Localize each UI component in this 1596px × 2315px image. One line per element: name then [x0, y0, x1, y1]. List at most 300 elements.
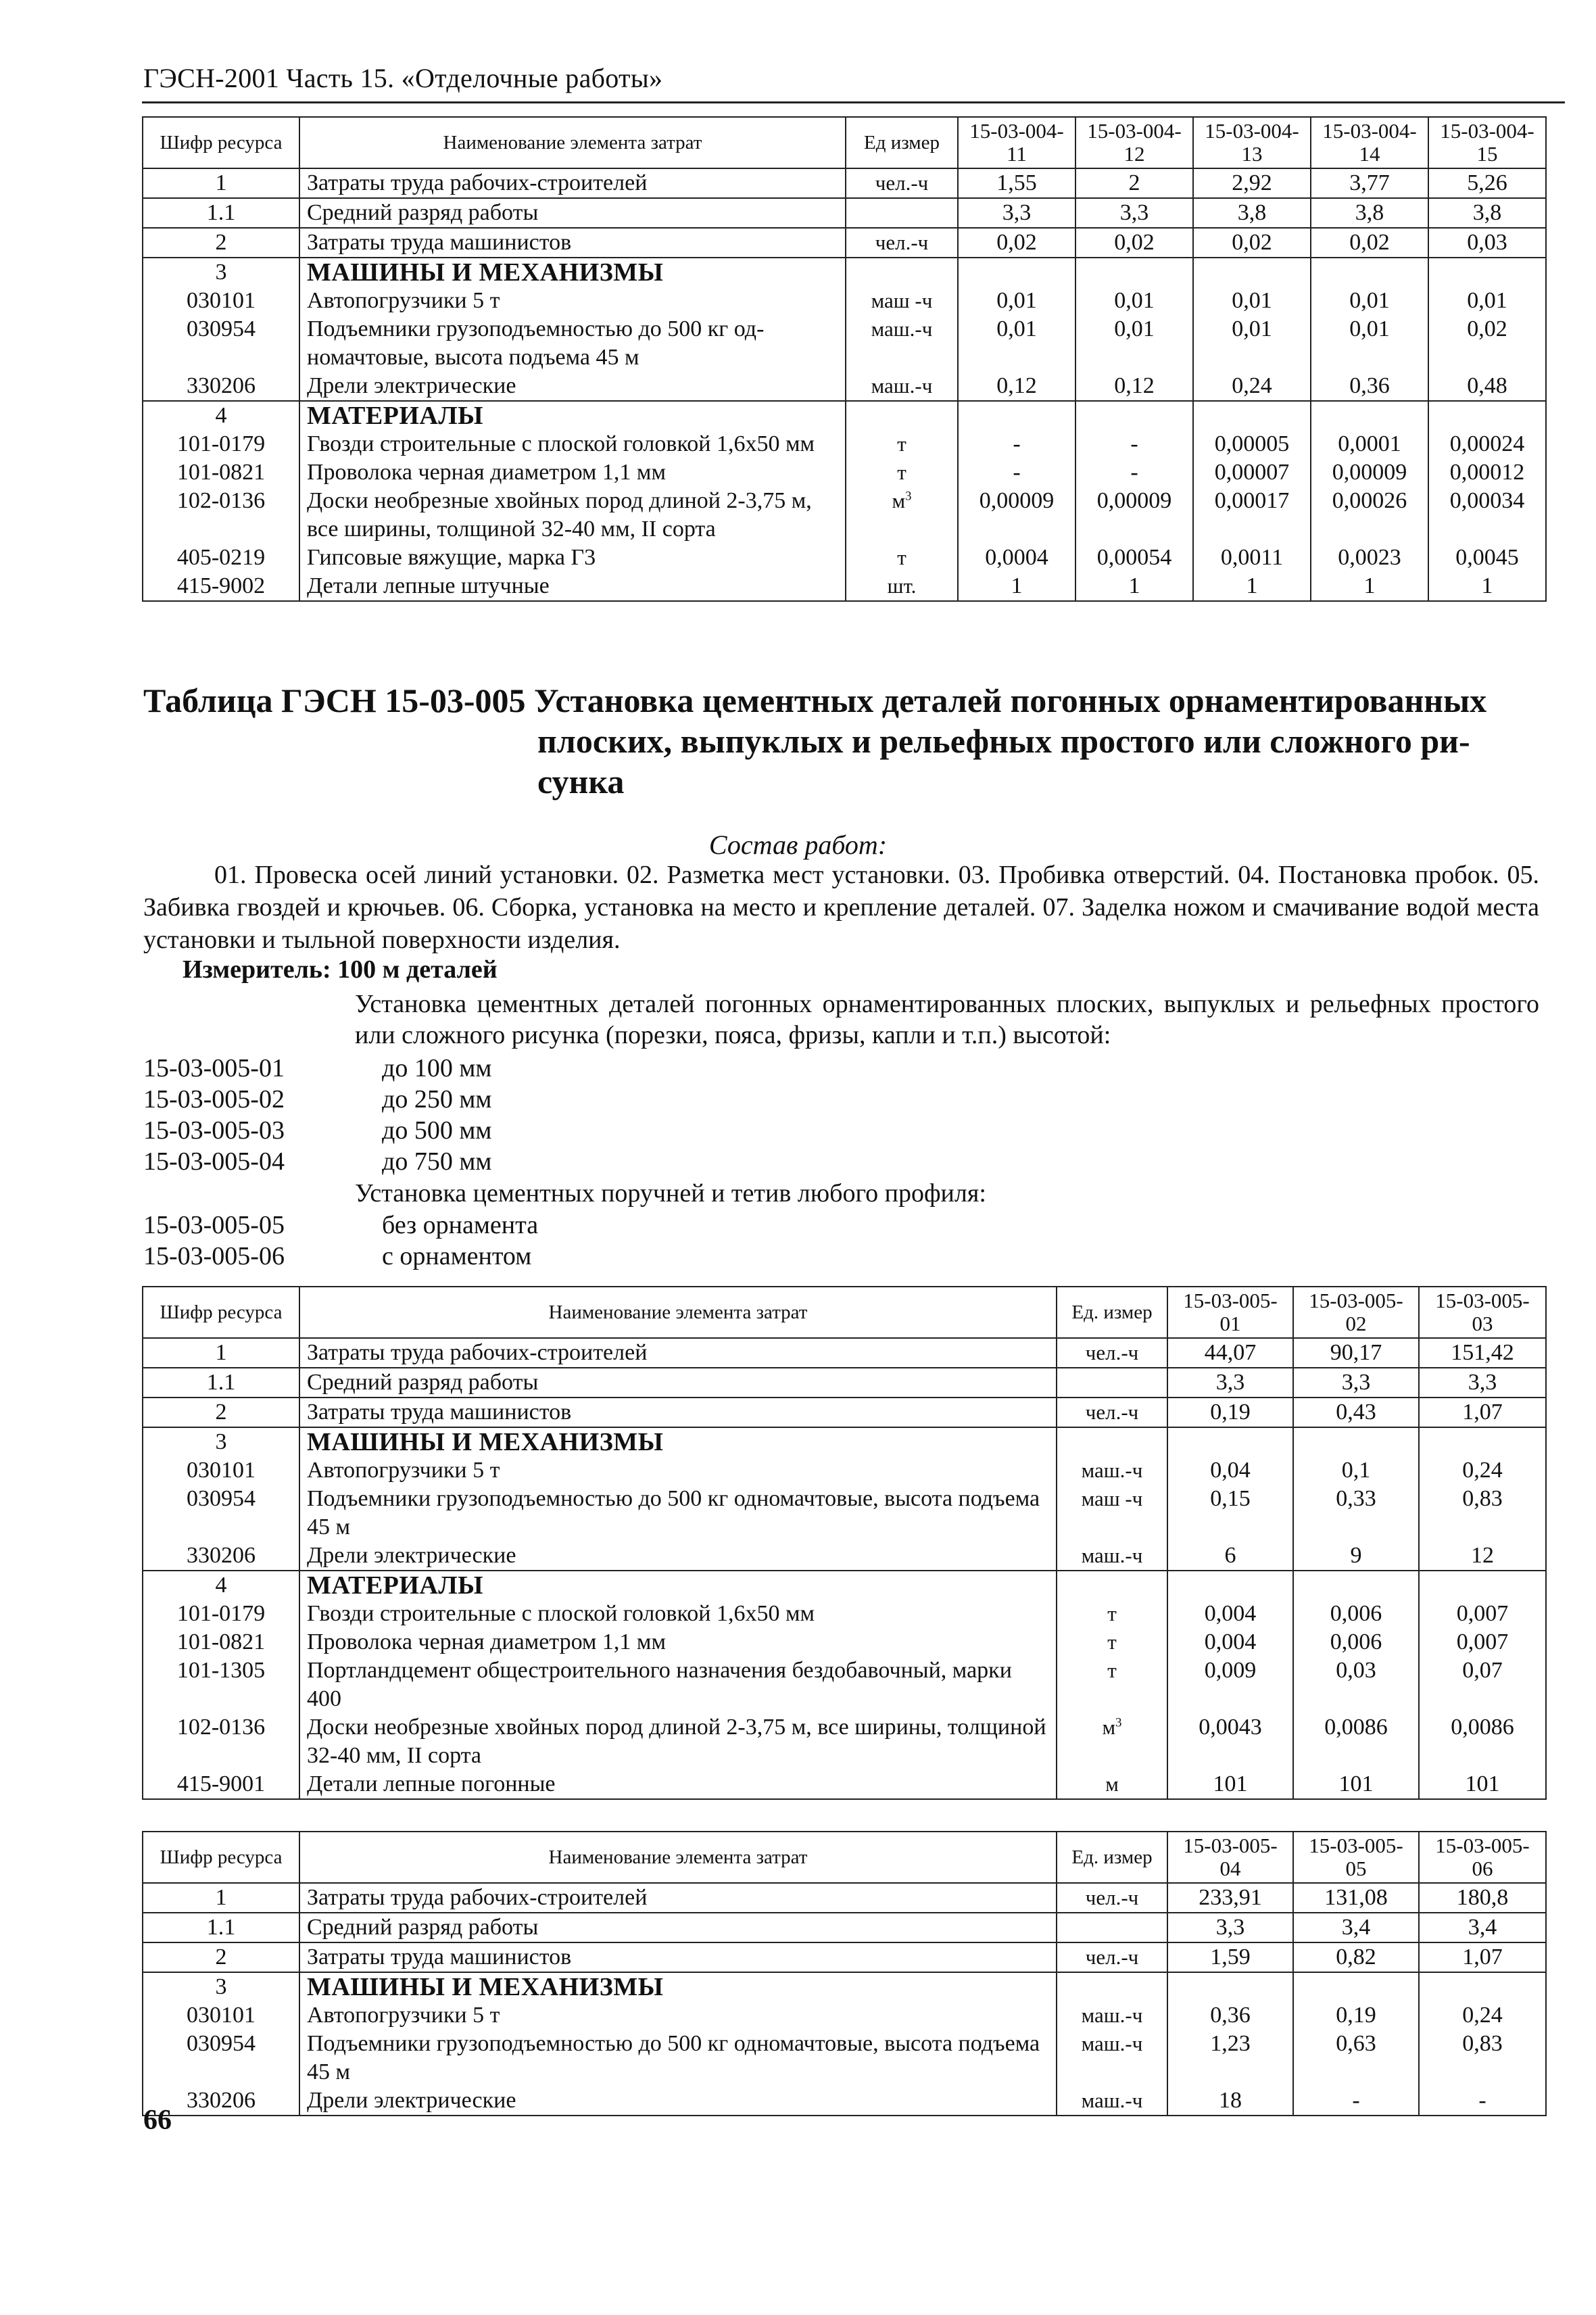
value-cell: 3,3 — [1167, 1368, 1293, 1398]
measure-value: 100 м деталей — [337, 955, 498, 984]
value-cell: 0,15 — [1167, 1485, 1293, 1542]
resource-code: 030101 — [143, 1456, 299, 1485]
value-cell — [1311, 258, 1428, 287]
value-cell: 3,3 — [1167, 1913, 1293, 1942]
resource-code: 330206 — [143, 372, 299, 401]
value-cell: 1,55 — [958, 168, 1075, 198]
cost-item-name: Затраты труда машинистов — [299, 1398, 1057, 1427]
value-cell: 0,1 — [1293, 1456, 1419, 1485]
unit-cell — [1057, 1913, 1167, 1942]
value-cell: 180,8 — [1419, 1883, 1546, 1913]
value-cell: 101 — [1293, 1770, 1419, 1799]
page-number: 66 — [143, 2105, 172, 2136]
table-row — [143, 1913, 1546, 1942]
value-cell: 0,83 — [1419, 2030, 1546, 2086]
value-cell: 0,00012 — [1428, 458, 1546, 487]
table-row — [143, 2001, 1546, 2030]
value-cell: 3,77 — [1311, 168, 1428, 198]
table-row — [143, 1656, 1546, 1713]
resource-code: 1.1 — [143, 1913, 299, 1942]
value-cell: 0,43 — [1293, 1398, 1419, 1427]
value-cell — [1167, 1571, 1293, 1600]
table-row — [143, 1883, 1546, 1913]
value-cell: 1,07 — [1419, 1398, 1546, 1427]
resource-code: 415-9002 — [143, 572, 299, 601]
variant-code: 15-03-005-02 — [143, 1085, 285, 1114]
unit-cell: $м^3$ — [846, 487, 958, 544]
table-row — [143, 2030, 1546, 2086]
resource-code: 102-0136 — [143, 487, 299, 544]
value-cell: 151,42 — [1419, 1338, 1546, 1368]
unit-cell: шт. — [846, 572, 958, 601]
cost-item-name: Автопогрузчики 5 т — [299, 287, 846, 315]
variant-code: 15-03-005-01 — [143, 1054, 285, 1082]
variant-text: с орнаментом — [382, 1242, 532, 1270]
value-cell: 0,0043 — [1167, 1713, 1293, 1770]
col-header-variant: 15-03-004-11 — [958, 117, 1075, 168]
cost-item-name: Дрели электрические — [299, 372, 846, 401]
table-row — [143, 544, 1546, 572]
unit-cell: т — [1057, 1628, 1167, 1656]
table-row — [143, 198, 1546, 228]
value-cell: 0,24 — [1419, 1456, 1546, 1485]
value-cell: 5,26 — [1428, 168, 1546, 198]
table-row — [143, 1942, 1546, 1972]
value-cell: 0,0045 — [1428, 544, 1546, 572]
section-heading: МАТЕРИАЛЫ — [299, 1571, 1057, 1600]
cost-item-name: Гвозди строительные с плоской головкой 1,6х50 мм — [299, 430, 846, 458]
resource-code: 2 — [143, 1398, 299, 1427]
value-cell — [1293, 1427, 1419, 1456]
unit-cell — [846, 258, 958, 287]
unit-cell: маш.-ч — [846, 372, 958, 401]
unit-cell: маш.-ч — [1057, 2030, 1167, 2086]
variant-code: 15-03-005-04 — [143, 1147, 285, 1176]
value-cell: 12 — [1419, 1542, 1546, 1571]
value-cell: 0,07 — [1419, 1656, 1546, 1713]
value-cell: 0,02 — [1075, 228, 1193, 258]
cost-item-name: Детали лепные погонные — [299, 1770, 1057, 1799]
col-header-variant: 15-03-005-06 — [1419, 1832, 1546, 1883]
value-cell: 0,01 — [1311, 287, 1428, 315]
value-cell: - — [1075, 458, 1193, 487]
value-cell: - — [958, 430, 1075, 458]
value-cell: 0,19 — [1293, 2001, 1419, 2030]
resource-code: 101-0821 — [143, 458, 299, 487]
unit-cell: маш.-ч — [1057, 1542, 1167, 1571]
cost-item-name: Портландцемент общестроительного назначения бездобавочный, марки 400 — [299, 1656, 1057, 1713]
value-cell: 0,004 — [1167, 1628, 1293, 1656]
value-cell: 0,01 — [1075, 287, 1193, 315]
variant-text: до 500 мм — [382, 1116, 492, 1145]
value-cell: 1 — [1193, 572, 1311, 601]
value-cell: 0,02 — [958, 228, 1075, 258]
table-row — [143, 168, 1546, 198]
cost-item-name: Средний разряд работы — [299, 1368, 1057, 1398]
resource-code: 030954 — [143, 1485, 299, 1542]
table-row — [143, 228, 1546, 258]
cost-item-name: Гвозди строительные с плоской головкой 1,6х50 мм — [299, 1600, 1057, 1628]
cost-item-name: Детали лепные штучные — [299, 572, 846, 601]
value-cell: 101 — [1419, 1770, 1546, 1799]
cost-item-name: Затраты труда машинистов — [299, 1942, 1057, 1972]
unit-cell: т — [1057, 1600, 1167, 1628]
col-header-variant: 15-03-005-01 — [1167, 1287, 1293, 1338]
value-cell — [1419, 1571, 1546, 1600]
value-cell: 9 — [1293, 1542, 1419, 1571]
section-heading: МАШИНЫ И МЕХАНИЗМЫ — [299, 258, 846, 287]
cost-item-name: Автопогрузчики 5 т — [299, 1456, 1057, 1485]
unit-cell: т — [846, 544, 958, 572]
resource-table-3 — [142, 1831, 1547, 2116]
value-cell: - — [958, 458, 1075, 487]
value-cell: 0,00007 — [1193, 458, 1311, 487]
value-cell: 0,0086 — [1293, 1713, 1419, 1770]
table-row — [143, 1713, 1546, 1770]
value-cell — [958, 401, 1075, 430]
resource-code: 101-0179 — [143, 1600, 299, 1628]
resource-code: 030954 — [143, 2030, 299, 2086]
table-row — [143, 1600, 1546, 1628]
value-cell: 0,36 — [1311, 372, 1428, 401]
unit-cell: чел.-ч — [1057, 1883, 1167, 1913]
section-row — [143, 1427, 1546, 1456]
table-row — [143, 1338, 1546, 1368]
resource-code: 101-0821 — [143, 1628, 299, 1656]
table-row — [143, 1368, 1546, 1398]
value-cell: 0,83 — [1419, 1485, 1546, 1542]
value-cell: 3,3 — [1419, 1368, 1546, 1398]
col-header-unit: Ед. измер — [1057, 1287, 1167, 1338]
resource-code: 3 — [143, 1427, 299, 1456]
resource-code: 030101 — [143, 287, 299, 315]
unit-cell — [1057, 1972, 1167, 2001]
value-cell — [1075, 401, 1193, 430]
value-cell: 0,19 — [1167, 1398, 1293, 1427]
cost-item-name: Проволока черная диаметром 1,1 мм — [299, 458, 846, 487]
resource-code: 3 — [143, 1972, 299, 2001]
table-title-line-1: Таблица ГЭСН 15-03-005 Установка цементных деталей погонных орнаментированных — [143, 682, 1487, 719]
value-cell: 0,04 — [1167, 1456, 1293, 1485]
value-cell: 0,0023 — [1311, 544, 1428, 572]
col-header-unit: Ед. измер — [1057, 1832, 1167, 1883]
value-cell — [958, 258, 1075, 287]
resource-code: 330206 — [143, 1542, 299, 1571]
resource-code: 101-0179 — [143, 430, 299, 458]
value-cell: 0,0004 — [958, 544, 1075, 572]
value-cell: 1,23 — [1167, 2030, 1293, 2086]
table-row — [143, 572, 1546, 601]
value-cell: - — [1419, 2086, 1546, 2116]
value-cell — [1167, 1972, 1293, 2001]
value-cell: 0,00026 — [1311, 487, 1428, 544]
value-cell: 2,92 — [1193, 168, 1311, 198]
unit-cell: чел.-ч — [846, 228, 958, 258]
unit-cell — [1057, 1571, 1167, 1600]
resource-code: 1 — [143, 1883, 299, 1913]
value-cell: 0,48 — [1428, 372, 1546, 401]
table-row — [143, 458, 1546, 487]
value-cell: 0,004 — [1167, 1600, 1293, 1628]
resource-code: 405-0219 — [143, 544, 299, 572]
value-cell: 3,3 — [1293, 1368, 1419, 1398]
col-header-variant: 15-03-005-04 — [1167, 1832, 1293, 1883]
table-row — [143, 1485, 1546, 1542]
resource-code: 1.1 — [143, 198, 299, 228]
variant-text: без орнамента — [382, 1211, 539, 1239]
value-cell: 1,07 — [1419, 1942, 1546, 1972]
col-header-code: Шифр ресурса — [143, 1287, 299, 1338]
value-cell: 0,01 — [958, 315, 1075, 372]
unit-cell: маш -ч — [1057, 1485, 1167, 1542]
value-cell: 3,3 — [1075, 198, 1193, 228]
value-cell: 3,8 — [1428, 198, 1546, 228]
value-cell: 131,08 — [1293, 1883, 1419, 1913]
value-cell: 2 — [1075, 168, 1193, 198]
value-cell: 0,82 — [1293, 1942, 1419, 1972]
unit-cell: м — [1057, 1770, 1167, 1799]
unit-cell: т — [846, 458, 958, 487]
unit-cell: чел.-ч — [1057, 1398, 1167, 1427]
col-header-variant: 15-03-004-14 — [1311, 117, 1428, 168]
value-cell: 0,007 — [1419, 1600, 1546, 1628]
table-row — [143, 2086, 1546, 2116]
section-heading: МАШИНЫ И МЕХАНИЗМЫ — [299, 1972, 1057, 2001]
col-header-name: Наименование элемента затрат — [299, 117, 846, 168]
value-cell: 3,4 — [1293, 1913, 1419, 1942]
value-cell: 0,02 — [1428, 315, 1546, 372]
value-cell: 1,59 — [1167, 1942, 1293, 1972]
unit-cell: чел.-ч — [1057, 1942, 1167, 1972]
value-cell — [1419, 1427, 1546, 1456]
value-cell: 1 — [1311, 572, 1428, 601]
variant-code: 15-03-005-03 — [143, 1116, 285, 1145]
unit-cell: т — [846, 430, 958, 458]
resource-table-1 — [142, 116, 1547, 602]
value-cell: 18 — [1167, 2086, 1293, 2116]
value-cell: 1 — [1428, 572, 1546, 601]
variants-intro: Установка цементных деталей погонных орнаментированных плоских, выпуклых и рельефных простого или сложного рисунка (порезки, пояса, фризы, капли и т.п.) высотой: — [355, 990, 1539, 1049]
unit-cell — [846, 198, 958, 228]
resource-code: 030954 — [143, 315, 299, 372]
value-cell: 0,03 — [1293, 1656, 1419, 1713]
resource-code: 1 — [143, 1338, 299, 1368]
value-cell — [1293, 1571, 1419, 1600]
value-cell — [1193, 258, 1311, 287]
cost-item-name: Дрели электрические — [299, 2086, 1057, 2116]
variant-text: до 750 мм — [382, 1147, 492, 1176]
resource-code: 3 — [143, 258, 299, 287]
variant-text: до 250 мм — [382, 1085, 492, 1114]
cost-item-name: Дрели электрические — [299, 1542, 1057, 1571]
unit-cell: маш.-ч — [1057, 2001, 1167, 2030]
value-cell: 0,02 — [1311, 228, 1428, 258]
table-row — [143, 1628, 1546, 1656]
value-cell: 0,00005 — [1193, 430, 1311, 458]
variant-code: 15-03-005-05 — [143, 1211, 285, 1239]
value-cell: 0,01 — [1428, 287, 1546, 315]
value-cell: 0,00009 — [1075, 487, 1193, 544]
resource-table-2 — [142, 1286, 1547, 1800]
value-cell: - — [1075, 430, 1193, 458]
value-cell: 233,91 — [1167, 1883, 1293, 1913]
variants-intro-2: Установка цементных поручней и тетив любого профиля: — [355, 1179, 986, 1208]
variant-code: 15-03-005-06 — [143, 1242, 285, 1270]
header-rule — [142, 101, 1565, 103]
table-title-line-2: плоских, выпуклых и рельефных простого или сложного ри- — [537, 722, 1470, 760]
resource-code: 4 — [143, 401, 299, 430]
cost-item-name: Затраты труда рабочих-строителей — [299, 168, 846, 198]
resource-code: 415-9001 — [143, 1770, 299, 1799]
cost-item-name: Затраты труда машинистов — [299, 228, 846, 258]
resource-code: 2 — [143, 1942, 299, 1972]
unit-cell: маш.-ч — [1057, 2086, 1167, 2116]
col-header-variant: 15-03-004-13 — [1193, 117, 1311, 168]
section-heading: МАШИНЫ И МЕХАНИЗМЫ — [299, 1427, 1057, 1456]
table-row — [143, 430, 1546, 458]
cost-item-name: Доски необрезные хвойных пород длиной 2-3,75 м, все ширины, толщиной 32-40 мм, II сорта — [299, 487, 846, 544]
col-header-variant: 15-03-005-02 — [1293, 1287, 1419, 1338]
section-row — [143, 258, 1546, 287]
table-row — [143, 315, 1546, 372]
resource-code: 4 — [143, 1571, 299, 1600]
col-header-variant: 15-03-004-15 — [1428, 117, 1546, 168]
col-header-unit: Ед измер — [846, 117, 958, 168]
value-cell: 0,00009 — [1311, 458, 1428, 487]
value-cell — [1075, 258, 1193, 287]
value-cell: 101 — [1167, 1770, 1293, 1799]
value-cell: 0,01 — [1193, 287, 1311, 315]
value-cell: 3,3 — [958, 198, 1075, 228]
cost-item-name: Затраты труда рабочих-строителей — [299, 1338, 1057, 1368]
variant-text: до 100 мм — [382, 1054, 492, 1082]
value-cell: - — [1293, 2086, 1419, 2116]
value-cell: 0,0001 — [1311, 430, 1428, 458]
running-header: ГЭСН-2001 Часть 15. «Отделочные работы» — [143, 63, 663, 93]
value-cell: 0,00034 — [1428, 487, 1546, 544]
col-header-variant: 15-03-005-03 — [1419, 1287, 1546, 1338]
value-cell: 6 — [1167, 1542, 1293, 1571]
cost-item-name: Подъемники грузоподъемностью до 500 кг одномачтовые, высота подъема 45 м — [299, 1485, 1057, 1542]
value-cell: 0,01 — [1193, 315, 1311, 372]
unit-cell: $м^3$ — [1057, 1713, 1167, 1770]
col-header-variant: 15-03-005-05 — [1293, 1832, 1419, 1883]
value-cell: 0,12 — [958, 372, 1075, 401]
table-row — [143, 372, 1546, 401]
value-cell: 0,36 — [1167, 2001, 1293, 2030]
cost-item-name: Гипсовые вяжущие, марка Г3 — [299, 544, 846, 572]
value-cell: 0,0011 — [1193, 544, 1311, 572]
value-cell: 90,17 — [1293, 1338, 1419, 1368]
section-row — [143, 1972, 1546, 2001]
value-cell: 0,006 — [1293, 1628, 1419, 1656]
value-cell: 1 — [1075, 572, 1193, 601]
table-row — [143, 287, 1546, 315]
table-row — [143, 1398, 1546, 1427]
resource-code: 102-0136 — [143, 1713, 299, 1770]
value-cell: 0,02 — [1193, 228, 1311, 258]
unit-cell — [846, 401, 958, 430]
cost-item-name: Проволока черная диаметром 1,1 мм — [299, 1628, 1057, 1656]
value-cell — [1419, 1972, 1546, 2001]
resource-code: 2 — [143, 228, 299, 258]
value-cell: 0,00017 — [1193, 487, 1311, 544]
resource-code: 1.1 — [143, 1368, 299, 1398]
value-cell: 1 — [958, 572, 1075, 601]
value-cell: 0,007 — [1419, 1628, 1546, 1656]
value-cell: 0,00024 — [1428, 430, 1546, 458]
unit-cell: т — [1057, 1656, 1167, 1713]
cost-item-name: Подъемники грузоподъемностью до 500 кг одномачтовые, высота подъема 45 м — [299, 2030, 1057, 2086]
value-cell: 0,24 — [1419, 2001, 1546, 2030]
value-cell — [1167, 1427, 1293, 1456]
value-cell: 0,01 — [958, 287, 1075, 315]
cost-item-name: Подъемники грузоподъемностью до 500 кг од-номачтовые, высота подъема 45 м — [299, 315, 846, 372]
value-cell: 0,03 — [1428, 228, 1546, 258]
cost-item-name: Средний разряд работы — [299, 1913, 1057, 1942]
value-cell: 0,00009 — [958, 487, 1075, 544]
work-composition-text: 01. Провеска осей линий установки. 02. Разметка мест установки. 03. Пробивка отверстий. 04. Постановка пробок. 05. Забивка гвоздей и крючьев. 06. Сборка, установка на место и крепление деталей. 07. Заделка ножом и смачивание водой места установки и тыльной поверхности изделия. — [143, 861, 1539, 954]
unit-cell: маш.-ч — [1057, 1456, 1167, 1485]
work-composition-heading: Состав работ: — [708, 830, 888, 860]
value-cell: 0,63 — [1293, 2030, 1419, 2086]
unit-cell — [1057, 1427, 1167, 1456]
value-cell — [1293, 1972, 1419, 2001]
value-cell: 0,006 — [1293, 1600, 1419, 1628]
value-cell: 3,4 — [1419, 1913, 1546, 1942]
value-cell: 3,8 — [1311, 198, 1428, 228]
value-cell: 0,33 — [1293, 1485, 1419, 1542]
table-row — [143, 487, 1546, 544]
value-cell: 44,07 — [1167, 1338, 1293, 1368]
cost-item-name: Автопогрузчики 5 т — [299, 2001, 1057, 2030]
table-title-line-3: сунка — [537, 763, 625, 801]
unit-cell — [1057, 1368, 1167, 1398]
value-cell: 0,01 — [1075, 315, 1193, 372]
cost-item-name: Доски необрезные хвойных пород длиной 2-3,75 м, все ширины, толщиной 32-40 мм, II сорта — [299, 1713, 1057, 1770]
value-cell: 0,12 — [1075, 372, 1193, 401]
value-cell: 0,01 — [1311, 315, 1428, 372]
table-row — [143, 1770, 1546, 1799]
unit-cell: чел.-ч — [1057, 1338, 1167, 1368]
col-header-variant: 15-03-004-12 — [1075, 117, 1193, 168]
section-heading: МАТЕРИАЛЫ — [299, 401, 846, 430]
col-header-name: Наименование элемента затрат — [299, 1287, 1057, 1338]
value-cell — [1428, 258, 1546, 287]
resource-code: 1 — [143, 168, 299, 198]
value-cell: 0,0086 — [1419, 1713, 1546, 1770]
unit-cell: чел.-ч — [846, 168, 958, 198]
col-header-code: Шифр ресурса — [143, 1832, 299, 1883]
cost-item-name: Затраты труда рабочих-строителей — [299, 1883, 1057, 1913]
resource-code: 030101 — [143, 2001, 299, 2030]
value-cell: 0,00054 — [1075, 544, 1193, 572]
resource-code: 330206 — [143, 2086, 299, 2116]
section-row — [143, 401, 1546, 430]
value-cell: 0,009 — [1167, 1656, 1293, 1713]
resource-code: 101-1305 — [143, 1656, 299, 1713]
measure-label: Измеритель: — [183, 955, 331, 984]
unit-cell: маш -ч — [846, 287, 958, 315]
table-row — [143, 1542, 1546, 1571]
cost-item-name: Средний разряд работы — [299, 198, 846, 228]
measure-line — [183, 955, 498, 984]
value-cell — [1428, 401, 1546, 430]
value-cell — [1311, 401, 1428, 430]
col-header-code: Шифр ресурса — [143, 117, 299, 168]
col-header-name: Наименование элемента затрат — [299, 1832, 1057, 1883]
section-row — [143, 1571, 1546, 1600]
